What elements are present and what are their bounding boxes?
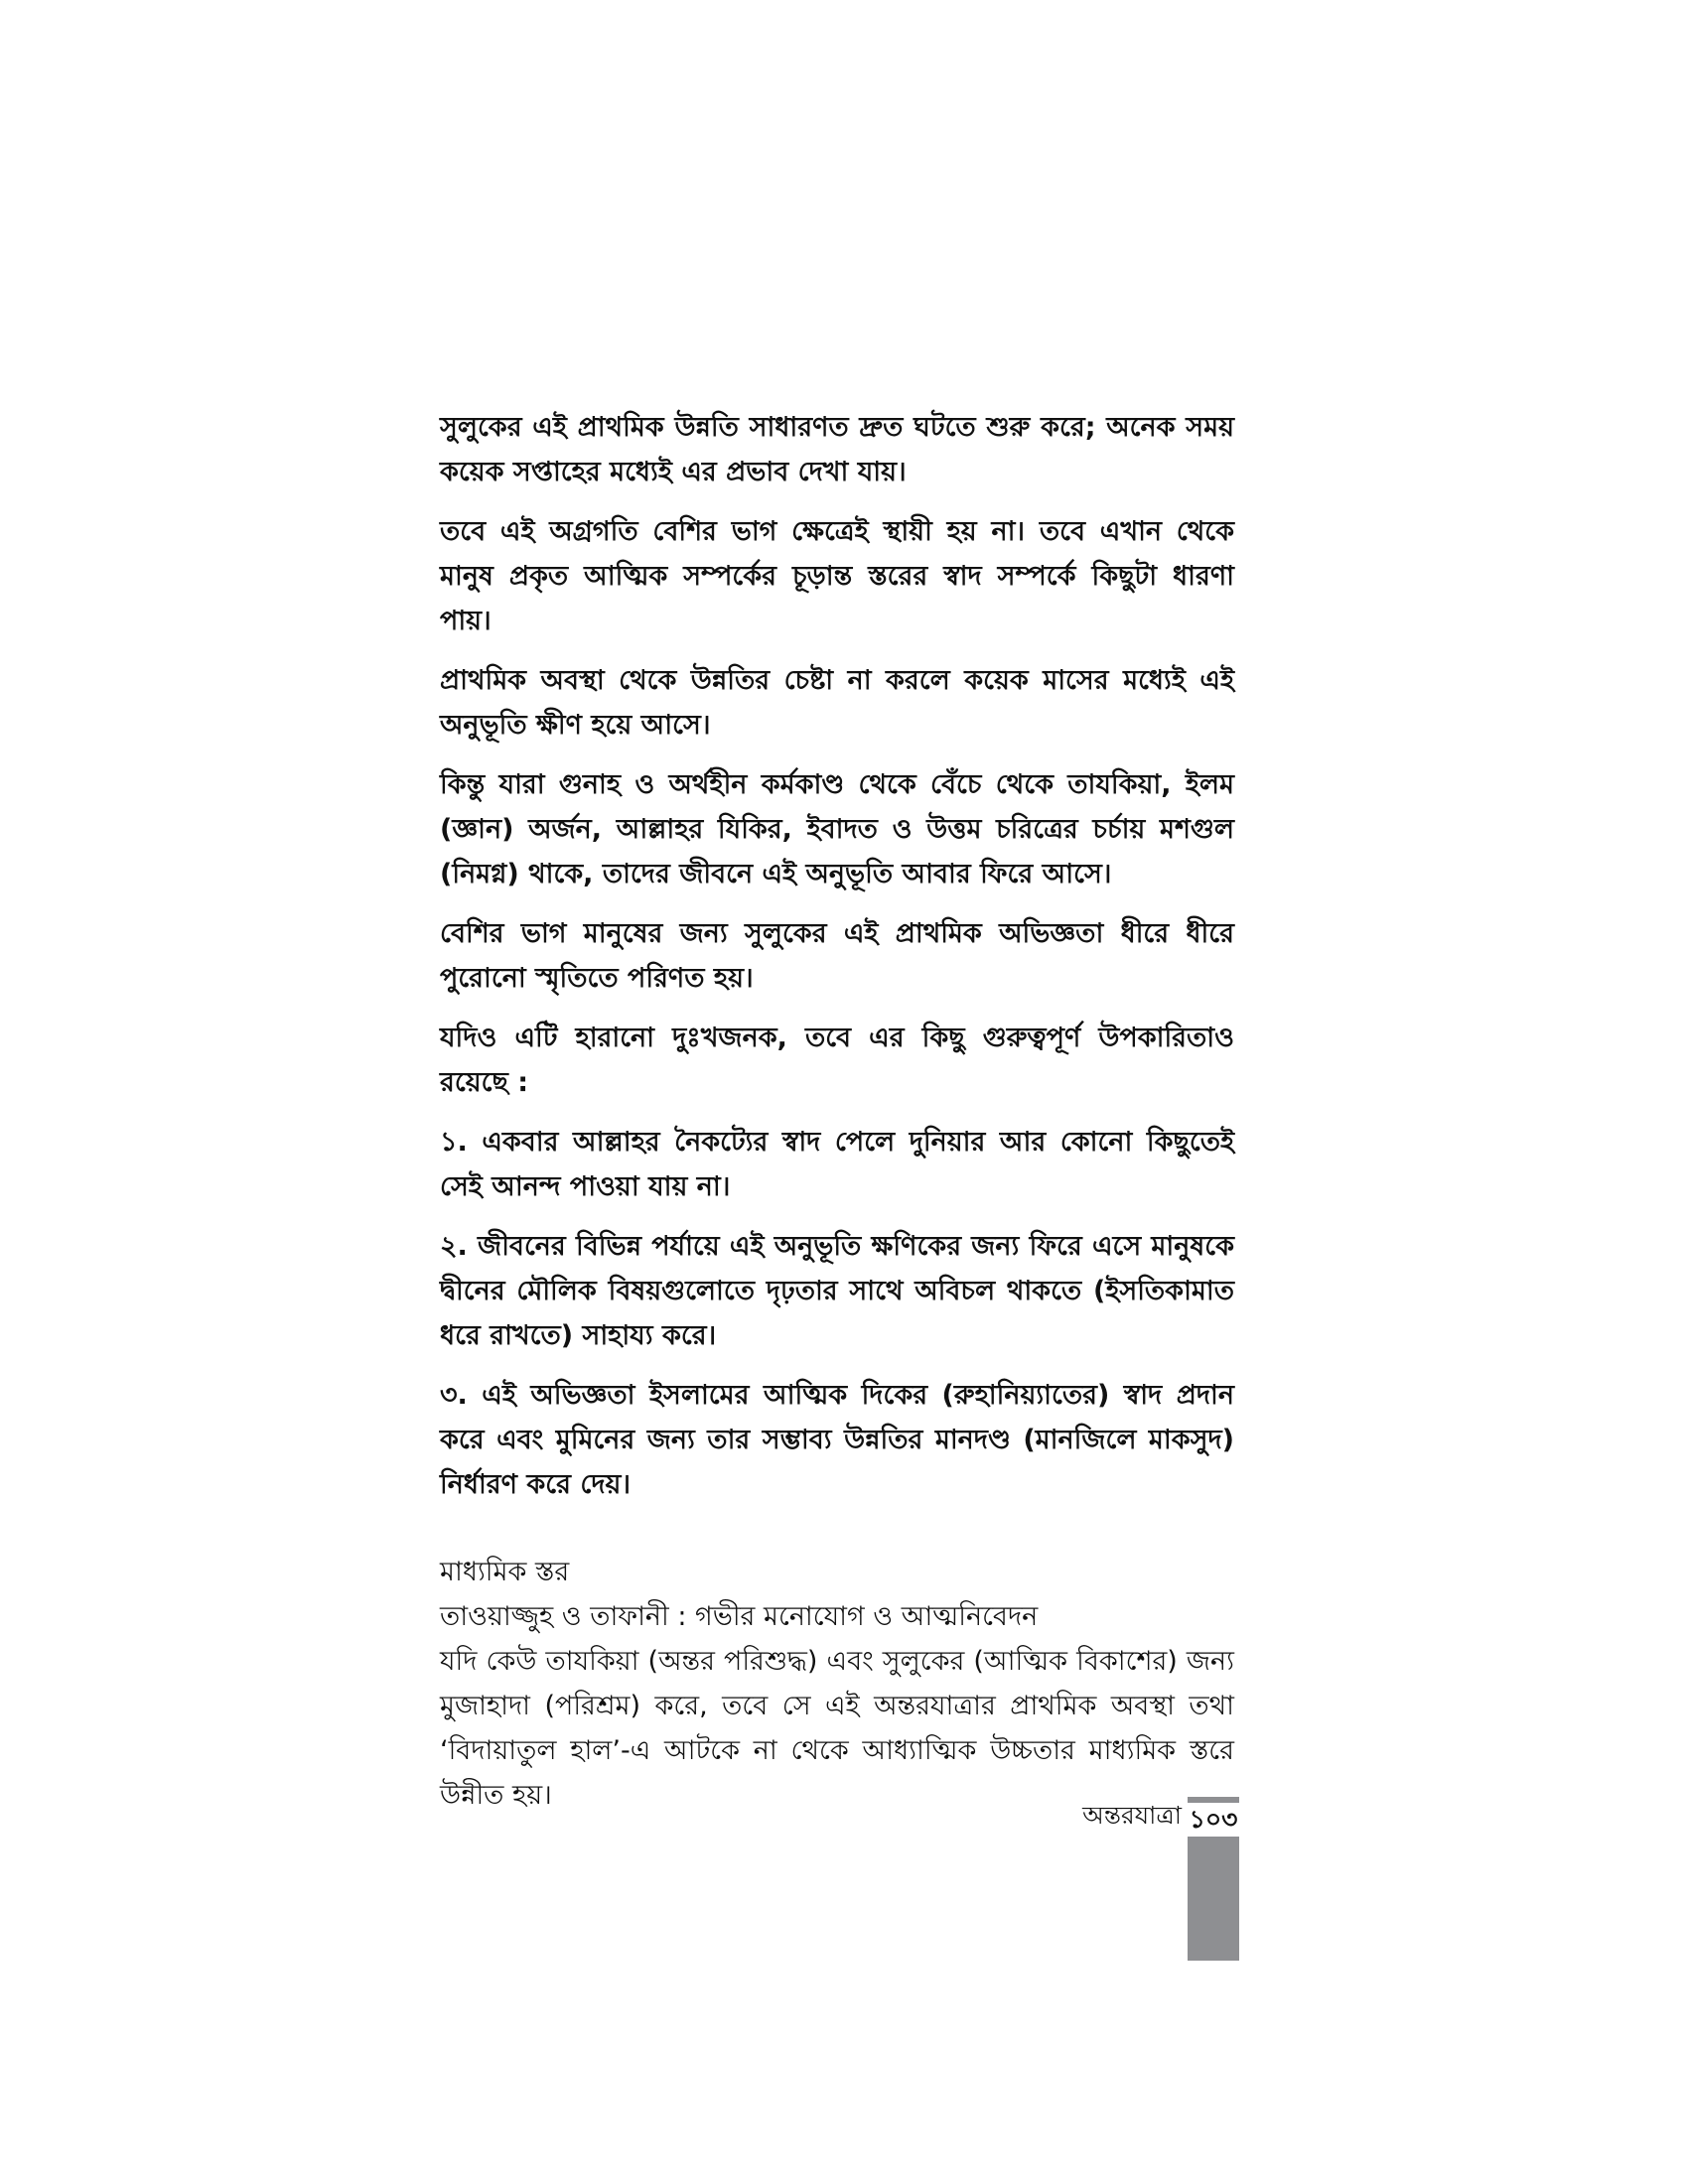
list-item: ৩. এই অভিজ্ঞতা ইসলামের আত্মিক দিকের (রুহানিয়্যাতের) স্বাদ প্রদান করে এবং মুমিনের জন্য তার সম্ভাব্য উন্নতির মানদণ্ড (মানজিলে মাকসুদ) নির্ধারণ করে দেয়।: [440, 1380, 1234, 1500]
paragraph: প্রাথমিক অবস্থা থেকে উন্নতির চেষ্টা না করলে কয়েক মাসের মধ্যেই এই অনুভূতি ক্ষীণ হয়ে আসে।: [440, 665, 1234, 741]
section-heading: মাধ্যমিক স্তর: [440, 1557, 570, 1587]
paragraph: সুলুকের এই প্রাথমিক উন্নতি সাধারণত দ্রুত ঘটতে শুরু করে; অনেক সময় কয়েক সপ্তাহের মধ্যেই এর প্রভাব দেখা যায়।: [440, 412, 1234, 487]
paragraph: কিন্তু যারা গুনাহ ও অর্থহীন কর্মকাণ্ড থেকে বেঁচে থেকে তাযকিয়া, ইলম (জ্ঞান) অর্জন, আল্লাহর যিকির, ইবাদত ও উত্তম চরিত্রের চর্চায় মশগুল (নিমগ্ন) থাকে, তাদের জীবনে এই অনুভূতি আবার ফিরে আসে।: [440, 769, 1234, 889]
list-item: ১. একবার আল্লাহর নৈকট্যের স্বাদ পেলে দুনিয়ার আর কোনো কিছুতেই সেই আনন্দ পাওয়া যায় না।: [440, 1127, 1234, 1202]
page-body: [440, 405, 1234, 1833]
running-footer-title: অন্তরযাত্রা: [1082, 1801, 1182, 1830]
page-number: ১০৩: [1188, 1797, 1239, 1837]
paragraph: যদিও এটি হারানো দুঃখজনক, তবে এর কিছু গুরুত্বপূর্ণ উপকারিতাও রয়েছে :: [440, 1023, 1234, 1098]
list-item: ২. জীবনের বিভিন্ন পর্যায়ে এই অনুভূতি ক্ষণিকের জন্য ফিরে এসে মানুষকে দ্বীনের মৌলিক বিষয়গুলোতে দৃঢ়তার সাথে অবিচল থাকতে (ইসতিকামাত ধরে রাখতে) সাহায্য করে।: [440, 1231, 1234, 1351]
section-subheading: তাওয়াজ্জুহ ও তাফানী : গভীর মনোযোগ ও আত্মনিবেদন: [440, 1601, 1039, 1632]
paragraph: বেশির ভাগ মানুষের জন্য সুলুকের এই প্রাথমিক অভিজ্ঞতা ধীরে ধীরে পুরোনো স্মৃতিতে পরিণত হয়।: [440, 918, 1234, 994]
section-spacer: [440, 1522, 1234, 1550]
paragraph: তবে এই অগ্রগতি বেশির ভাগ ক্ষেত্রেই স্থায়ী হয় না। তবে এখান থেকে মানুষ প্রকৃত আত্মিক সম্পর্কের চূড়ান্ত স্তরের স্বাদ সম্পর্কে কিছুটা ধারণা পায়।: [440, 516, 1234, 636]
thumb-tab: [1188, 1837, 1239, 1961]
section-paragraph: যদি কেউ তাযকিয়া (অন্তর পরিশুদ্ধ) এবং সুলুকের (আত্মিক বিকাশের) জন্য মুজাহাদা (পরিশ্রম) করে, তবে সে এই অন্তরযাত্রার প্রাথমিক অবস্থা তথা ‘বিদায়াতুল হাল’-এ আটকে না থেকে আধ্যাত্মিক উচ্চতার মাধ্যমিক স্তরে উন্নীত হয়।: [440, 1646, 1234, 1811]
